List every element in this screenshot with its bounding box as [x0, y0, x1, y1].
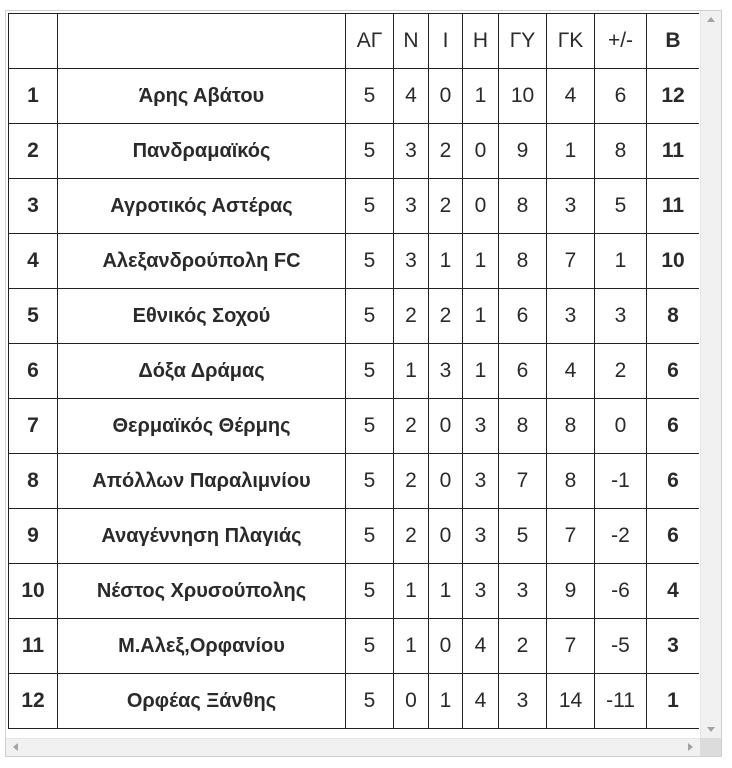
- cell-drawn: 0: [429, 454, 463, 509]
- cell-drawn: 1: [429, 674, 463, 729]
- cell-goals-against: 4: [547, 69, 595, 124]
- cell-points: 1: [647, 674, 700, 729]
- scrollbar-corner: [700, 738, 721, 756]
- cell-won: 1: [394, 564, 429, 619]
- cell-goals-against: 4: [547, 344, 595, 399]
- cell-played: 5: [346, 619, 394, 674]
- cell-lost: 1: [463, 344, 499, 399]
- cell-goals-against: 14: [547, 674, 595, 729]
- cell-points: 11: [647, 179, 700, 234]
- cell-lost: 1: [463, 69, 499, 124]
- cell-won: 2: [394, 289, 429, 344]
- cell-team: Απόλλων Παραλιμνίου: [58, 454, 346, 509]
- cell-goals-against: 1: [547, 124, 595, 179]
- cell-drawn: 2: [429, 179, 463, 234]
- cell-points: 6: [647, 454, 700, 509]
- cell-won: 2: [394, 399, 429, 454]
- cell-drawn: 3: [429, 344, 463, 399]
- arrow-up-icon[interactable]: [707, 17, 715, 22]
- arrow-right-icon[interactable]: [688, 743, 693, 751]
- cell-team: Νέστος Χρυσούπολης: [58, 564, 346, 619]
- cell-goals-against: 7: [547, 509, 595, 564]
- cell-position: 6: [9, 344, 58, 399]
- cell-position: 8: [9, 454, 58, 509]
- cell-position: 2: [9, 124, 58, 179]
- cell-position: 1: [9, 69, 58, 124]
- cell-points: 8: [647, 289, 700, 344]
- cell-team: Άρης Αβάτου: [58, 69, 346, 124]
- cell-played: 5: [346, 674, 394, 729]
- cell-lost: 3: [463, 509, 499, 564]
- cell-points: 12: [647, 69, 700, 124]
- cell-goal-difference: -2: [595, 509, 647, 564]
- cell-goals-against: 8: [547, 399, 595, 454]
- cell-goals-for: 10: [499, 69, 547, 124]
- cell-goal-difference: 2: [595, 344, 647, 399]
- cell-points: 4: [647, 564, 700, 619]
- header-row: [9, 14, 700, 69]
- cell-position: 9: [9, 509, 58, 564]
- cell-drawn: 0: [429, 69, 463, 124]
- cell-position: 4: [9, 234, 58, 289]
- table-row: [9, 234, 700, 289]
- cell-played: 5: [346, 344, 394, 399]
- cell-drawn: 0: [429, 399, 463, 454]
- header-position: [9, 14, 58, 69]
- cell-played: 5: [346, 289, 394, 344]
- cell-team: Πανδραμαϊκός: [58, 124, 346, 179]
- cell-lost: 3: [463, 454, 499, 509]
- cell-played: 5: [346, 399, 394, 454]
- header-lost: Η: [463, 14, 499, 69]
- cell-goals-for: 7: [499, 454, 547, 509]
- cell-won: 2: [394, 454, 429, 509]
- cell-points: 3: [647, 619, 700, 674]
- cell-goals-for: 5: [499, 509, 547, 564]
- cell-won: 3: [394, 124, 429, 179]
- cell-points: 11: [647, 124, 700, 179]
- cell-points: 6: [647, 344, 700, 399]
- cell-lost: 1: [463, 234, 499, 289]
- cell-goals-against: 7: [547, 619, 595, 674]
- cell-goals-against: 9: [547, 564, 595, 619]
- table-row: [9, 674, 700, 729]
- cell-goals-for: 8: [499, 234, 547, 289]
- cell-played: 5: [346, 234, 394, 289]
- cell-goal-difference: 6: [595, 69, 647, 124]
- cell-won: 3: [394, 179, 429, 234]
- cell-goals-for: 6: [499, 344, 547, 399]
- cell-won: 2: [394, 509, 429, 564]
- cell-goals-for: 2: [499, 619, 547, 674]
- header-drawn: Ι: [429, 14, 463, 69]
- table-row: [9, 124, 700, 179]
- header-team: [58, 14, 346, 69]
- cell-goal-difference: 5: [595, 179, 647, 234]
- cell-team: Αλεξανδρούπολη FC: [58, 234, 346, 289]
- table-row: [9, 344, 700, 399]
- cell-drawn: 2: [429, 289, 463, 344]
- cell-won: 1: [394, 344, 429, 399]
- arrow-left-icon[interactable]: [13, 743, 18, 751]
- cell-played: 5: [346, 509, 394, 564]
- header-won: Ν: [394, 14, 429, 69]
- table-row: [9, 179, 700, 234]
- table-row: [9, 619, 700, 674]
- cell-lost: 4: [463, 619, 499, 674]
- cell-team: Εθνικός Σοχού: [58, 289, 346, 344]
- cell-won: 4: [394, 69, 429, 124]
- cell-lost: 0: [463, 179, 499, 234]
- cell-lost: 0: [463, 124, 499, 179]
- cell-points: 6: [647, 509, 700, 564]
- cell-lost: 3: [463, 564, 499, 619]
- cell-position: 11: [9, 619, 58, 674]
- cell-goal-difference: 3: [595, 289, 647, 344]
- header-points: Β: [647, 14, 700, 69]
- cell-played: 5: [346, 179, 394, 234]
- cell-goal-difference: 1: [595, 234, 647, 289]
- cell-goals-against: 8: [547, 454, 595, 509]
- cell-lost: 1: [463, 289, 499, 344]
- table-row: [9, 564, 700, 619]
- cell-position: 12: [9, 674, 58, 729]
- table-row: [9, 289, 700, 344]
- cell-goal-difference: -6: [595, 564, 647, 619]
- header-goals-for: ΓΥ: [499, 14, 547, 69]
- cell-team: Δόξα Δράμας: [58, 344, 346, 399]
- cell-position: 3: [9, 179, 58, 234]
- cell-drawn: 1: [429, 234, 463, 289]
- cell-played: 5: [346, 564, 394, 619]
- cell-team: Μ.Αλεξ,Ορφανίου: [58, 619, 346, 674]
- cell-goal-difference: -11: [595, 674, 647, 729]
- cell-goals-for: 8: [499, 399, 547, 454]
- cell-drawn: 0: [429, 509, 463, 564]
- cell-goals-against: 7: [547, 234, 595, 289]
- cell-team: Ορφέας Ξάνθης: [58, 674, 346, 729]
- cell-goal-difference: 0: [595, 399, 647, 454]
- table-frame: [5, 10, 722, 757]
- cell-goals-for: 8: [499, 179, 547, 234]
- cell-goals-against: 3: [547, 289, 595, 344]
- cell-won: 0: [394, 674, 429, 729]
- cell-points: 6: [647, 399, 700, 454]
- cell-team: Αναγέννηση Πλαγιάς: [58, 509, 346, 564]
- table-row: [9, 399, 700, 454]
- table-row: [9, 509, 700, 564]
- cell-drawn: 1: [429, 564, 463, 619]
- cell-position: 10: [9, 564, 58, 619]
- cell-lost: 3: [463, 399, 499, 454]
- table-row: [9, 69, 700, 124]
- cell-goal-difference: -5: [595, 619, 647, 674]
- cell-goal-difference: -1: [595, 454, 647, 509]
- cell-played: 5: [346, 454, 394, 509]
- cell-goals-against: 3: [547, 179, 595, 234]
- cell-played: 5: [346, 124, 394, 179]
- table-row: [9, 454, 700, 509]
- cell-goals-for: 9: [499, 124, 547, 179]
- cell-lost: 4: [463, 674, 499, 729]
- vertical-scrollbar[interactable]: [700, 11, 721, 738]
- cell-team: Θερμαϊκός Θέρμης: [58, 399, 346, 454]
- cell-won: 1: [394, 619, 429, 674]
- cell-goals-for: 3: [499, 674, 547, 729]
- cell-won: 3: [394, 234, 429, 289]
- horizontal-scrollbar[interactable]: [6, 738, 700, 756]
- cell-goals-for: 6: [499, 289, 547, 344]
- header-goals-against: ΓΚ: [547, 14, 595, 69]
- cell-drawn: 2: [429, 124, 463, 179]
- cell-position: 7: [9, 399, 58, 454]
- cell-position: 5: [9, 289, 58, 344]
- standings-table: [8, 13, 699, 729]
- arrow-down-icon[interactable]: [707, 727, 715, 732]
- cell-goals-for: 3: [499, 564, 547, 619]
- cell-points: 10: [647, 234, 700, 289]
- cell-goal-difference: 8: [595, 124, 647, 179]
- cell-drawn: 0: [429, 619, 463, 674]
- cell-team: Αγροτικός Αστέρας: [58, 179, 346, 234]
- table-viewport: [8, 13, 699, 740]
- cell-played: 5: [346, 69, 394, 124]
- header-played: ΑΓ: [346, 14, 394, 69]
- header-goal-difference: +/-: [595, 14, 647, 69]
